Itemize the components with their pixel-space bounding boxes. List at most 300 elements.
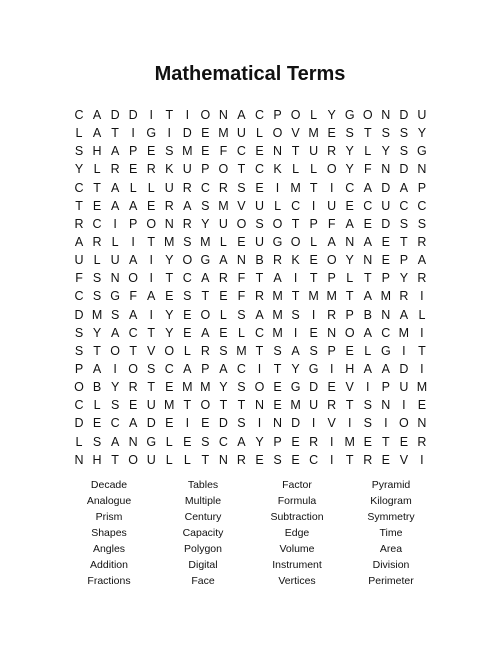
grid-letter: T [165,271,174,286]
grid-letter: Y [165,325,174,340]
grid-letter: T [237,162,246,177]
grid-letter: G [417,144,427,159]
grid-letter: U [254,234,264,249]
grid-letter: O [182,253,193,268]
grid-letter: I [311,307,316,322]
grid-letter: S [201,198,210,213]
grid-letter: C [254,325,264,340]
grid-letter: U [146,452,156,467]
grid-letter: I [329,452,334,467]
grid-letter: F [327,216,336,231]
grid-letter: E [273,398,282,413]
grid-letter: Y [219,380,228,395]
grid-letter: E [255,452,264,467]
grid-letter: U [399,380,409,395]
grid-letter: G [380,343,391,358]
grid-letter: O [164,343,175,358]
grid-letter: E [363,434,372,449]
grid-letter: O [200,398,211,413]
grid-letter: L [292,162,300,177]
grid-letter: A [237,434,246,449]
grid-letter: T [201,289,210,304]
grid-letter: L [183,452,191,467]
grid-letter: R [236,452,246,467]
grid-letter: A [327,234,336,249]
grid-letter: S [345,126,354,141]
grid-letter: G [200,253,211,268]
grid-letter: O [290,234,301,249]
letter-grid [70,106,431,469]
grid-letter: E [219,289,228,304]
grid-letter: L [111,234,119,249]
grid-letter: M [308,289,319,304]
grid-letter: T [309,271,318,286]
grid-letter: N [381,162,391,177]
word-list-item: Perimeter [368,574,414,587]
grid-letter: Y [345,253,354,268]
grid-letter: R [164,198,174,213]
grid-letter: O [236,216,247,231]
grid-letter: C [254,108,264,122]
grid-letter: L [93,253,101,268]
grid-row [70,233,431,251]
grid-letter: S [273,343,282,358]
grid-letter: C [236,144,246,159]
grid-letter: C [110,416,120,431]
grid-letter: B [255,253,264,268]
grid-row [70,160,431,178]
grid-letter: A [291,343,300,358]
grid-row [70,287,431,305]
grid-letter: A [128,416,138,431]
grid-letter: U [309,398,319,413]
grid-letter: I [293,325,298,340]
grid-letter: I [384,416,388,431]
grid-letter: A [219,253,228,268]
word-list-item: Digital [188,558,218,571]
grid-letter: E [291,452,300,467]
grid-letter: I [149,108,153,122]
grid-letter: Y [381,144,390,159]
grid-letter: O [74,380,84,395]
grid-letter: S [363,398,372,413]
grid-letter: P [273,108,282,122]
word-list-item: Century [184,510,222,523]
grid-letter: G [110,289,120,304]
grid-letter: O [200,307,211,322]
grid-letter: S [237,416,246,431]
grid-letter: M [398,325,410,340]
grid-letter: T [93,180,101,195]
grid-letter: I [131,234,135,249]
grid-letter: R [309,434,319,449]
grid-letter: C [291,198,301,213]
grid-letter: Y [255,434,264,449]
grid-letter: R [417,234,427,249]
grid-row [70,414,431,432]
grid-letter: M [236,343,247,358]
grid-letter: R [74,216,84,231]
grid-letter: G [146,434,157,449]
grid-letter: D [74,416,84,431]
word-list-item: Angles [92,542,126,555]
grid-letter: I [329,180,334,195]
grid-letter: L [346,271,354,286]
grid-letter: H [92,144,102,159]
grid-letter: S [74,325,84,340]
grid-letter: A [92,108,102,122]
grid-row [70,433,431,451]
grid-letter: I [149,307,153,322]
grid-letter: P [74,361,84,376]
grid-letter: T [400,234,408,249]
grid-letter: E [201,416,210,431]
grid-letter: R [110,162,120,177]
grid-letter: I [402,398,406,413]
grid-letter: Y [291,361,300,376]
grid-letter: M [200,234,211,249]
grid-letter: R [327,398,337,413]
grid-letter: S [237,307,246,322]
grid-letter: E [147,198,156,213]
grid-letter: A [201,271,210,286]
grid-letter: E [183,325,192,340]
grid-letter: L [256,126,263,141]
grid-letter: P [399,253,409,268]
grid-letter: I [113,216,117,231]
grid-letter: G [146,126,157,141]
grid-letter: R [327,144,337,159]
grid-letter: E [147,144,156,159]
grid-letter: P [381,380,390,395]
grid-letter: C [74,108,84,122]
grid-letter: M [164,234,175,249]
grid-letter: N [273,144,283,159]
word-list-item: Area [379,542,403,555]
word-list [62,478,438,590]
grid-letter: Y [345,162,354,177]
grid-letter: T [111,452,119,467]
grid-letter: T [255,271,264,286]
grid-letter: T [273,361,282,376]
grid-letter: M [218,198,229,213]
grid-letter: D [110,108,120,122]
grid-letter: L [364,343,372,358]
grid-letter: G [290,380,301,395]
grid-letter: M [290,398,301,413]
grid-letter: I [402,343,406,358]
grid-letter: S [273,452,282,467]
grid-letter: R [399,289,409,304]
grid-letter: L [237,325,245,340]
grid-letter: L [310,234,318,249]
grid-letter: Y [201,216,210,231]
grid-letter: M [272,307,283,322]
grid-letter: O [200,108,211,122]
grid-row [70,342,431,360]
grid-letter: D [128,108,138,122]
grid-letter: E [381,452,390,467]
grid-letter: I [185,416,190,431]
grid-letter: E [201,144,210,159]
grid-letter: O [290,108,301,122]
grid-letter: L [75,434,83,449]
grid-letter: N [381,307,391,322]
grid-row [70,251,431,269]
grid-letter: A [74,234,84,249]
grid-letter: N [218,108,228,122]
grid-letter: U [381,198,391,213]
grid-letter: D [146,416,156,431]
word-list-item: Kilogram [370,494,412,507]
grid-letter: C [128,325,138,340]
grid-letter: E [165,416,174,431]
grid-letter: N [327,325,337,340]
grid-letter: E [363,216,372,231]
grid-letter: M [182,144,193,159]
word-list-item: Time [379,526,403,539]
grid-letter: P [128,216,138,231]
grid-letter: T [219,398,228,413]
grid-letter: E [381,253,390,268]
grid-letter: D [218,416,228,431]
grid-letter: R [218,180,228,195]
grid-letter: A [363,180,372,195]
grid-letter: T [291,144,300,159]
grid-letter: Y [92,325,102,340]
grid-letter: E [165,289,174,304]
grid-letter: H [345,361,355,376]
grid-letter: E [327,380,336,395]
grid-letter: E [92,198,102,213]
grid-letter: I [329,434,334,449]
grid-letter: I [131,126,135,141]
grid-letter: D [182,126,192,141]
grid-letter: A [417,253,427,268]
grid-letter: V [345,380,354,395]
grid-letter: I [293,271,298,286]
grid-letter: C [218,434,228,449]
grid-letter: C [182,271,192,286]
grid-row [70,269,431,287]
grid-letter: D [399,361,409,376]
grid-letter: T [111,126,119,141]
grid-letter: T [201,452,210,467]
grid-letter: T [363,271,372,286]
grid-letter: A [273,271,282,286]
grid-letter: M [308,126,319,141]
grid-letter: S [165,144,174,159]
grid-letter: M [326,289,337,304]
grid-letter: O [218,162,229,177]
grid-letter: A [110,180,120,195]
word-list-item: Formula [277,494,317,507]
grid-letter: L [274,198,282,213]
grid-letter: S [237,180,246,195]
grid-letter: A [183,361,192,376]
grid-row [70,179,431,197]
grid-letter: T [147,234,156,249]
grid-letter: S [74,144,84,159]
grid-letter: S [399,126,409,141]
grid-letter: L [219,307,227,322]
grid-letter: L [165,452,173,467]
grid-letter: L [418,307,426,322]
grid-letter: O [272,216,283,231]
grid-letter: B [363,307,372,322]
grid-letter: L [147,180,155,195]
grid-letter: N [417,416,427,431]
word-list-item: Prism [95,510,123,523]
grid-letter: T [345,452,354,467]
grid-letter: N [345,234,355,249]
grid-row [70,324,431,342]
grid-letter: M [344,434,355,449]
grid-letter: R [182,216,192,231]
grid-letter: O [254,380,265,395]
grid-letter: A [92,361,102,376]
grid-letter: L [93,162,101,177]
grid-letter: T [165,108,174,122]
grid-letter: I [185,108,190,122]
grid-letter: R [254,289,264,304]
grid-letter: A [110,144,120,159]
grid-letter: Y [345,144,354,159]
word-list-item: Addition [90,558,128,571]
grid-letter: S [92,289,102,304]
grid-letter: I [420,452,424,467]
grid-row [70,142,431,160]
grid-letter: U [110,253,120,268]
grid-letter: L [183,343,191,358]
grid-letter: F [237,271,246,286]
word-list-item: Fractions [87,574,131,587]
grid-letter: E [255,180,264,195]
grid-letter: I [149,271,153,286]
word-list-item: Analogue [86,494,132,507]
grid-letter: R [273,253,283,268]
grid-letter: E [237,234,246,249]
grid-letter: Y [165,307,174,322]
grid-letter: D [381,216,391,231]
grid-letter: D [381,180,391,195]
grid-letter: A [399,307,409,322]
grid-letter: L [310,108,318,122]
grid-letter: O [128,361,139,376]
grid-letter: I [149,253,153,268]
grid-letter: A [110,325,120,340]
grid-letter: E [219,325,228,340]
grid-letter: S [219,343,228,358]
grid-letter: U [164,180,174,195]
grid-letter: U [254,198,264,213]
grid-letter: T [147,380,156,395]
word-list-item: Pyramid [371,479,411,491]
grid-letter: M [290,180,301,195]
grid-letter: G [344,108,355,122]
word-list-item: Polygon [184,542,222,555]
grid-letter: T [129,343,137,358]
grid-letter: Y [110,380,120,395]
grid-letter: E [273,380,282,395]
grid-letter: C [236,361,246,376]
grid-letter: E [165,380,174,395]
grid-letter: P [345,307,354,322]
grid-letter: R [417,271,427,286]
grid-letter: P [273,434,282,449]
grid-letter: S [201,434,210,449]
grid-letter: L [75,126,83,141]
grid-letter: E [255,144,264,159]
grid-letter: Y [399,271,409,286]
grid-letter: H [92,452,102,467]
grid-letter: P [201,361,210,376]
grid-letter: S [237,380,246,395]
grid-letter: E [201,126,210,141]
grid-letter: I [420,361,424,376]
grid-letter: B [92,380,102,395]
grid-letter: U [236,126,246,141]
word-list-item: Shapes [91,526,127,539]
grid-letter: O [362,108,373,122]
grid-letter: A [183,198,192,213]
grid-letter: C [164,361,174,376]
grid-letter: N [273,416,283,431]
grid-letter: T [345,398,354,413]
grid-letter: F [363,162,372,177]
grid-letter: E [291,434,300,449]
grid-letter: C [345,180,355,195]
grid-letter: S [147,361,156,376]
word-list-item: Instrument [272,558,322,571]
grid-letter: D [74,307,84,322]
grid-letter: C [92,216,102,231]
grid-letter: D [309,380,319,395]
grid-letter: N [236,253,246,268]
grid-letter: T [147,325,156,340]
grid-letter: A [255,307,264,322]
grid-letter: O [272,126,283,141]
grid-letter: O [128,452,139,467]
word-list-item: Factor [282,479,312,491]
grid-row [70,360,431,378]
grid-letter: O [344,325,355,340]
grid-letter: R [218,271,228,286]
word-list-item: Vertices [278,574,316,587]
grid-letter: C [417,198,427,213]
grid-letter: T [237,398,246,413]
grid-letter: I [420,325,424,340]
grid-letter: V [147,343,156,358]
grid-letter: E [92,416,102,431]
grid-letter: N [74,452,84,467]
grid-letter: A [219,361,228,376]
grid-letter: C [254,162,264,177]
grid-letter: P [201,162,210,177]
grid-letter: O [110,343,120,358]
grid-letter: T [291,216,300,231]
grid-letter: S [183,289,192,304]
grid-letter: P [327,271,336,286]
grid-letter: M [416,380,428,395]
grid-letter: V [237,198,246,213]
grid-letter: R [327,307,337,322]
grid-letter: I [329,361,334,376]
grid-letter: E [309,253,318,268]
grid-letter: E [183,434,192,449]
word-list-item: Face [191,574,215,587]
grid-letter: U [74,253,84,268]
